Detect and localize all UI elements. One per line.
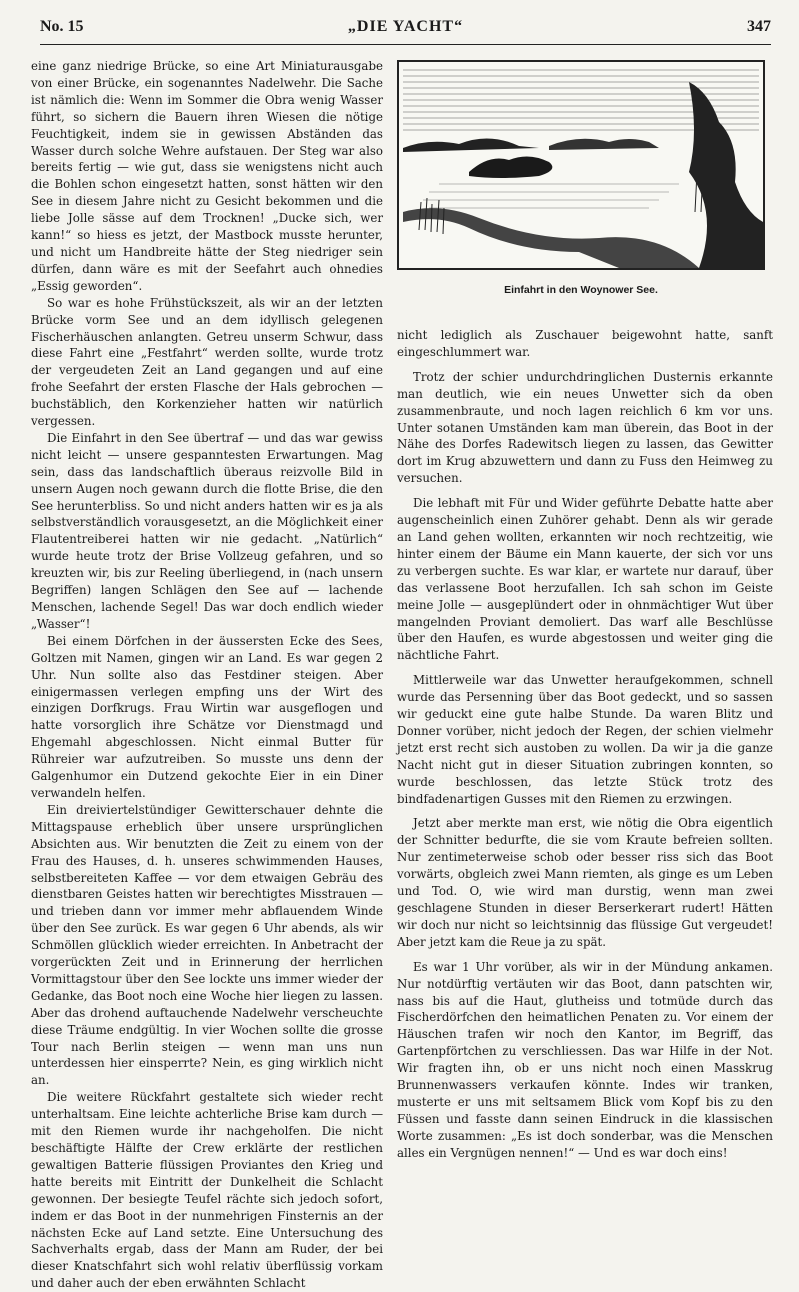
figure-caption: Einfahrt in den Woynower See. (504, 284, 658, 296)
paragraph: Jetzt aber merkte man erst, wie nötig die Obra eigentlich der Schnitter bedurfte, die sie vom Kraute befreien sollten. Nur zentimeterweise schob oder besser riss sich das Boot vorwärts, obgleich zwei Mann riemten, als ginge es um Leben und Tod. O, wie wird man durstig, wenn man zwei geschlagene Stunden in dieser Berserkerart rudert! Hätten wir doch nur nicht so leichtsinnig das flüssige Gut vergeudet! Aber jetzt kam die Reue ja zu spät. (397, 816, 773, 949)
paragraph: Bei einem Dörfchen in der äussersten Ecke des Sees, Goltzen mit Namen, gingen wir an Land. Es war gegen 2 Uhr. Nun sollte also das Festdiner steigen. Aber einigermassen verlegen empfing uns der Wirt des einzigen Dorfkrugs. Frau Wirtin war ausgeflogen und hatte vorsorglich ihre Schätze vor Dienstmagd und Ehgemahl abgeschlossen. Nicht einmal Butter für Rühreier war aufzutreiben. So musste uns denn der Galgenhumor ein Dutzend gekochte Eier in ein Diner verwandeln helfen. (31, 633, 383, 800)
paragraph: Die weitere Rückfahrt gestaltete sich wieder recht unterhaltsam. Eine leichte achterliche Brise kam durch — mit den Riemen wurde ihr nachgeholfen. Die nicht beschäftigte Hälfte der Crew erklärte der restlichen gewaltigen Batterie flüssigen Proviantes den Krieg und hatte bereits mit Eintritt der Dunkelheit die Schlacht gewonnen. Der besiegte Teufel rächte sich jedoch sofort, indem er das Boot in der nunmehrigen Finsternis an der nächsten Ecke auf Land setzte. Eine Untersuchung des Sachverhalts ergab, dass der Mann am Ruder, der bei dieser Knatschfahrt sich wohl relativ überflüssig vorkam und daher auch der eben erwähnten Schlacht (31, 1090, 383, 1291)
paragraph: eine ganz niedrige Brücke, so eine Art Miniaturausgabe von einer Brücke, ein sogenanntes Nadelwehr. Die Sache ist nämlich die: Wenn im Sommer die Obra wenig Wasser führt, so sichern die Bauern ihren Wiesen die nötige Feuchtigkeit, indem sie in gewissen Abständen das Wasser durch solche Wehre aufstauen. Der Steg war also bereits fertig — wie gut, dass sie wenigstens nicht auch die Bohlen schon eingesetzt hatten, sonst hätten wir den See in diesem Jahre nicht zu Gesicht bekommen und die liebe Jolle sässe auf dem Trocknen! „Ducke sich, wer kann!“ so hiess es jetzt, der Mastbock musste herunter, und nicht um Handbreite hätte der Steg niedriger sein dürfen, dann wäre es mit der Seefahrt auch ohnedies „Essig geworden“. (31, 59, 383, 293)
page-number: 347 (747, 18, 771, 35)
lake-illustration (397, 60, 765, 270)
left-column (31, 58, 383, 1291)
paragraph: So war es hohe Frühstückszeit, als wir an der letzten Brücke vorm See und an dem idyllisch gelegenen Fischerhäuschen anlangten. Getreu unserm Schwur, dass diese Fahrt eine „Festfahrt“ werden sollte, wurde trotz der vergeudeten Zeit an Land gegangen und auf eine frohe Seefahrt der ersten Flasche der Hals gebrochen — buchstäblich, den Korkenzieher hatten wir natürlich vergessen. (31, 295, 383, 429)
paragraph: Die Einfahrt in den See übertraf — und das war gewiss nicht leicht — unsere gespanntesten Erwartungen. Mag sein, dass das landschaftlich überaus reizvolle Bild in unsern Augen noch gewann durch die flotte Brise, die den See herunterbliss. So und nicht anders hatten wir es ja als selbstverständlich vorausgesetzt, an die Möglichkeit einer Flautentreiberei hatten wir nie gedacht. „Natürlich“ wurde heute trotz der Brise Vollzeug gefahren, und so kreuzten wir, bis zur Reeling überliegend, in (nach unsern Begriffen) langen Schlägen den See auf — lachende Menschen, lachende Segel! Das war doch endlich wieder „Wasser“! (31, 430, 383, 631)
paragraph: Mittlerweile war das Unwetter heraufgekommen, schnell wurde das Persenning über das Boot gedeckt, und so sassen wir geduckt eine gute halbe Stunde. Da waren Blitz und Donner vorüber, nicht jedoch der Regen, der schien vielmehr jetzt erst recht sich austoben zu wollen. Da wir ja die ganze Nacht nicht gut in dieser Situation zubringen konnten, so wurde beschlossen, das letzte Stück trotz des bindfadenartigen Gusses mit den Riemen zu erzwingen. (397, 673, 773, 806)
magazine-title: „DIE YACHT“ (347, 18, 464, 35)
paragraph: Es war 1 Uhr vorüber, als wir in der Mündung ankamen. Nur notdürftig vertäuten wir das Boot, dann patschten wir, nass bis auf die Haut, glutheiss und totmüde durch das Fischerdörfchen den heimatlichen Penaten zu. Vor einem der Häuschen trafen wir noch den Kantor, im Begriff, das Gartenpförtchen zu verschliessen. Das war Hilfe in der Not. Wir fragten ihn, ob er uns nicht noch einen Masskrug Brunnenwassers verkaufen könnte. Indes wir tranken, musterte er uns mit seltsamem Blick vom Kopf bis zu den Füssen und fasste dann seinen Eindruck in die klassischen Worte zusammen: „Es ist doch sonderbar, was die Menschen alles ein Vergnügen nennen!“ — Und es war doch eins! (397, 959, 773, 1160)
paragraph: Die lebhaft mit Für und Wider geführte Debatte hatte aber augenscheinlich einen Zuhörer gehabt. Denn als wir gerade an Land gehen wollten, erkannten wir noch rechtzeitig, wie hinter einem der Bäume ein Mann kauerte, der sich vor uns zu verbergen suchte. Es war klar, er wartete nur darauf, über das verlassene Boot herzufallen. Ich sah schon im Geiste meine Jolle — ausgeplündert oder in ohnmächtiger Wut über mangelnden Proviant demoliert. Das warf alle Beschlüsse über den Haufen, es wurde abgestossen und weiter ging die nächtliche Fahrt. (397, 496, 773, 663)
page-header (40, 16, 771, 45)
paragraph: nicht lediglich als Zuschauer beigewohnt hatte, sanft eingeschlummert war. (397, 328, 773, 359)
paragraph: Trotz der schier undurchdringlichen Dusternis erkannte man deutlich, wie ein neues Unwetter sich da oben zusammenbraute, und noch lagen reichlich 6 km vor uns. Unter sotanen Umständen kam man überein, das Boot in der Nähe des Dorfes Radewitsch liegen zu lassen, das Gewitter dort im Krug abzuwettern und dann zu Fuss den Heimweg zu versuchen. (397, 369, 773, 486)
right-column (397, 327, 773, 1160)
paragraph: Ein dreiviertelstündiger Gewitterschauer dehnte die Mittagspause erheblich über unsere ursprünglichen Absichten aus. Wir benutzten die Zeit zu einem von der Frau des Hauses, d. h. unseres schwimmenden Hauses, selbstbereiteten Kaffee — vor dem etwaigen Gebräu des dienstbaren Geistes hatten wir berechtigtes Misstrauen — und trieben dann vor immer mehr abflauendem Winde über den See zurück. Es war gegen 6 Uhr abends, als wir Schmöllen glücklich wieder erreichten. In Anbetracht der vorgerückten Zeit und in Erinnerung der herrlichen Vormittagstour über den See lockte uns immer wieder der Gedanke, das Boot noch eine Woche hier liegen zu lassen. Aber das drohend auftauchende Nadelwehr verscheuchte diese Träume endgültig. In vier Wochen sollte die grosse Tour nach Berlin steigen — wenn man uns nun unterdessen hier einsperrte? Nein, es ging wirklich nicht an. (31, 802, 383, 1088)
issue-number: No. 15 (40, 18, 84, 35)
